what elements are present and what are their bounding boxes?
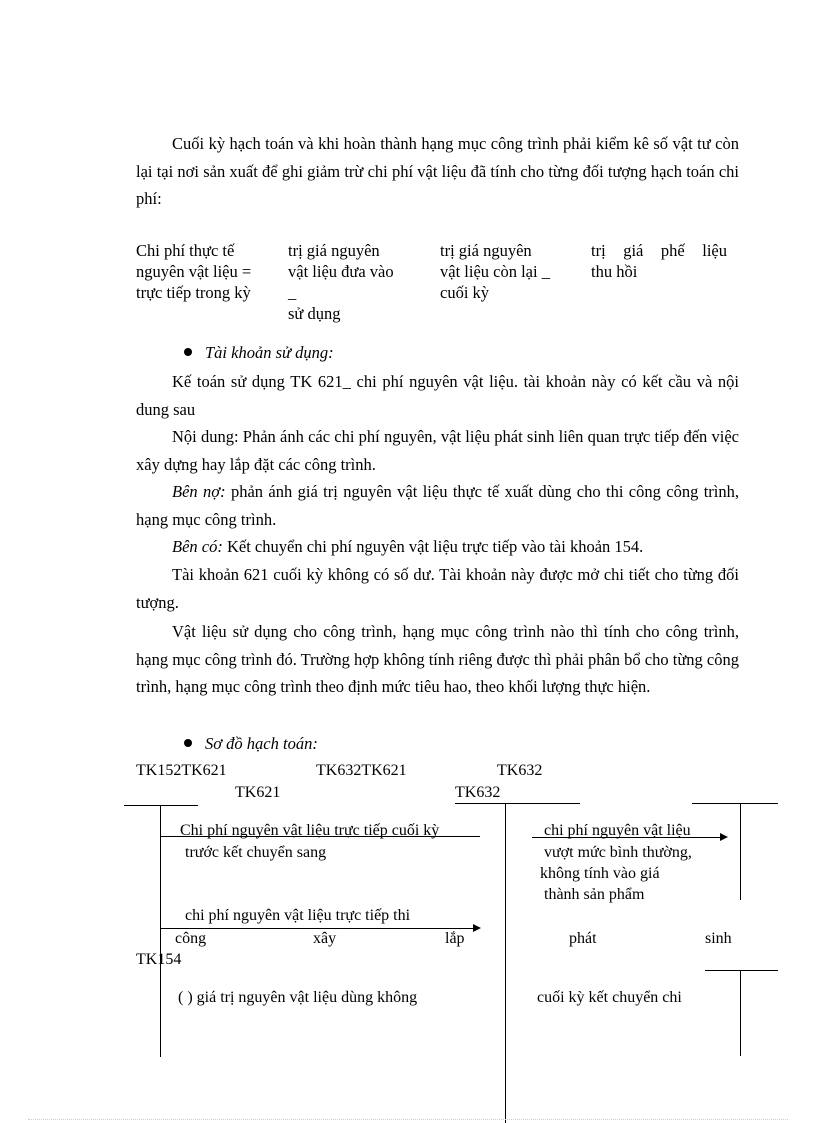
- bullet-text: Tài khoản sử dụng:: [205, 343, 334, 362]
- vertical-line-right-upper: [740, 803, 741, 900]
- credit-label: Bên có:: [172, 537, 223, 556]
- tk632-label: TK632: [455, 784, 501, 801]
- formula-line: nguyên vật liệu =: [136, 262, 252, 281]
- page-bottom-divider: [28, 1119, 788, 1120]
- entry-2-word-3: lắp: [445, 930, 465, 947]
- right-entry-1-line-2: vượt mức bình thường,: [544, 844, 692, 861]
- right-entry-2-line-1: cuối kỳ kết chuyển chi: [537, 989, 682, 1006]
- formula-line: vật liệu còn lại _: [440, 262, 550, 281]
- right-word-2: sinh: [705, 930, 732, 947]
- entry-2-word-1: công: [175, 930, 207, 947]
- right-word-1: phát: [569, 930, 597, 947]
- paragraph-balance: Tài khoản 621 cuối kỳ không có số dư. Tài khoản này được mở chi tiết cho từng đối tượng.: [136, 565, 739, 612]
- formula-line: cuối kỳ: [440, 283, 490, 302]
- formula-line: Chi phí thực tế: [136, 241, 235, 260]
- paragraph-account: Kế toán sử dụng TK 621_ chi phí nguyên vật liệu. tài khoản này có kết cầu và nội dung sau: [136, 372, 739, 419]
- t-account-top-left: [124, 805, 198, 806]
- t-account-top-middle: [455, 803, 580, 804]
- right-entry-1-line-3: không tính vào giá: [540, 865, 660, 882]
- bullet-text: Sơ đồ hạch toán:: [205, 734, 318, 753]
- tk154-label: TK154: [136, 951, 182, 968]
- t-account-lower-right: [705, 970, 778, 971]
- arrow-line-2: [160, 928, 473, 929]
- right-entry-1-line-1: chi phí nguyên vật liệu: [544, 822, 691, 839]
- t-account-top-right: [692, 803, 778, 804]
- formula-line: trị giá phế liệu: [591, 241, 727, 260]
- formula-col-1: [136, 240, 251, 303]
- entry-1-line-2: trước kết chuyển sang: [185, 844, 327, 861]
- bullet-dot-icon: [184, 348, 192, 356]
- vertical-line-middle: [505, 803, 506, 1123]
- right-entry-1-line-4: thành sản phẩm: [544, 886, 645, 903]
- diagram-header-3: TK632: [497, 762, 543, 779]
- diagram-header-2: TK632TK621: [316, 762, 407, 779]
- diagram-header-1: TK152TK621: [136, 762, 227, 779]
- paragraph-debit: [136, 478, 739, 533]
- arrow-head-icon: [720, 833, 728, 841]
- formula-line: trực tiếp trong kỳ: [136, 283, 251, 302]
- vertical-line-left: [160, 805, 161, 1057]
- credit-text: Kết chuyển chi phí nguyên vật liệu trực tiếp vào tài khoản 154.: [222, 537, 644, 556]
- vertical-line-right-lower: [740, 970, 741, 1056]
- intro-paragraph: Cuối kỳ hạch toán và khi hoàn thành hạng mục công trình phải kiểm kê số vật tư còn lại tại nơi sản xuất để ghi giảm trừ chi phí vật liệu đã tính cho từng đối tượng hạch toán chi phí:: [136, 134, 739, 208]
- arrow-head-icon: [473, 924, 481, 932]
- formula-line: _: [288, 283, 297, 302]
- debit-text: phản ánh giá trị nguyên vật liệu thực tế xuất dùng cho thi công công trình, hạng mục công trình.: [136, 482, 739, 529]
- debit-label: Bên nợ:: [172, 482, 226, 501]
- formula-line: trị giá nguyên: [288, 241, 380, 260]
- formula-col-3: [440, 240, 550, 303]
- entry-1-line-1: Chi phí nguyên vật liệu trực tiếp cuối kỳ: [180, 822, 440, 839]
- paragraph-allocation: Vật liệu sử dụng cho công trình, hạng mục công trình nào thì tính cho công trình, hạng mục công trình đó. Trường hợp không tính riêng được thì phải phân bổ cho từng công trình, hạng mục công trình theo định mức tiêu hao, theo khối lượng thực hiện.: [136, 622, 739, 696]
- entry-3-line-1: ( ) giá trị nguyên vật liệu dùng không: [178, 989, 418, 1006]
- formula-line: vật liệu đưa vào: [288, 262, 394, 281]
- formula-line: sử dụng: [288, 304, 341, 323]
- formula-line: trị giá nguyên: [440, 241, 532, 260]
- formula-col-2: [288, 240, 394, 324]
- formula-col-4: [591, 240, 727, 282]
- entry-2-word-2: xây: [313, 930, 337, 947]
- bullet-diagram: [184, 734, 318, 754]
- formula-line: thu hồi: [591, 262, 638, 281]
- bullet-account-used: [184, 343, 334, 363]
- tk621-label: TK621: [235, 784, 281, 801]
- paragraph-credit: [136, 533, 739, 561]
- entry-2-line-1: chi phí nguyên vật liệu trực tiếp thi: [185, 907, 411, 924]
- bullet-dot-icon: [184, 739, 192, 747]
- paragraph-content: Nội dung: Phản ánh các chi phí nguyên, vật liệu phát sinh liên quan trực tiếp đến việc xây dựng hay lắp đặt các công trình.: [136, 427, 739, 474]
